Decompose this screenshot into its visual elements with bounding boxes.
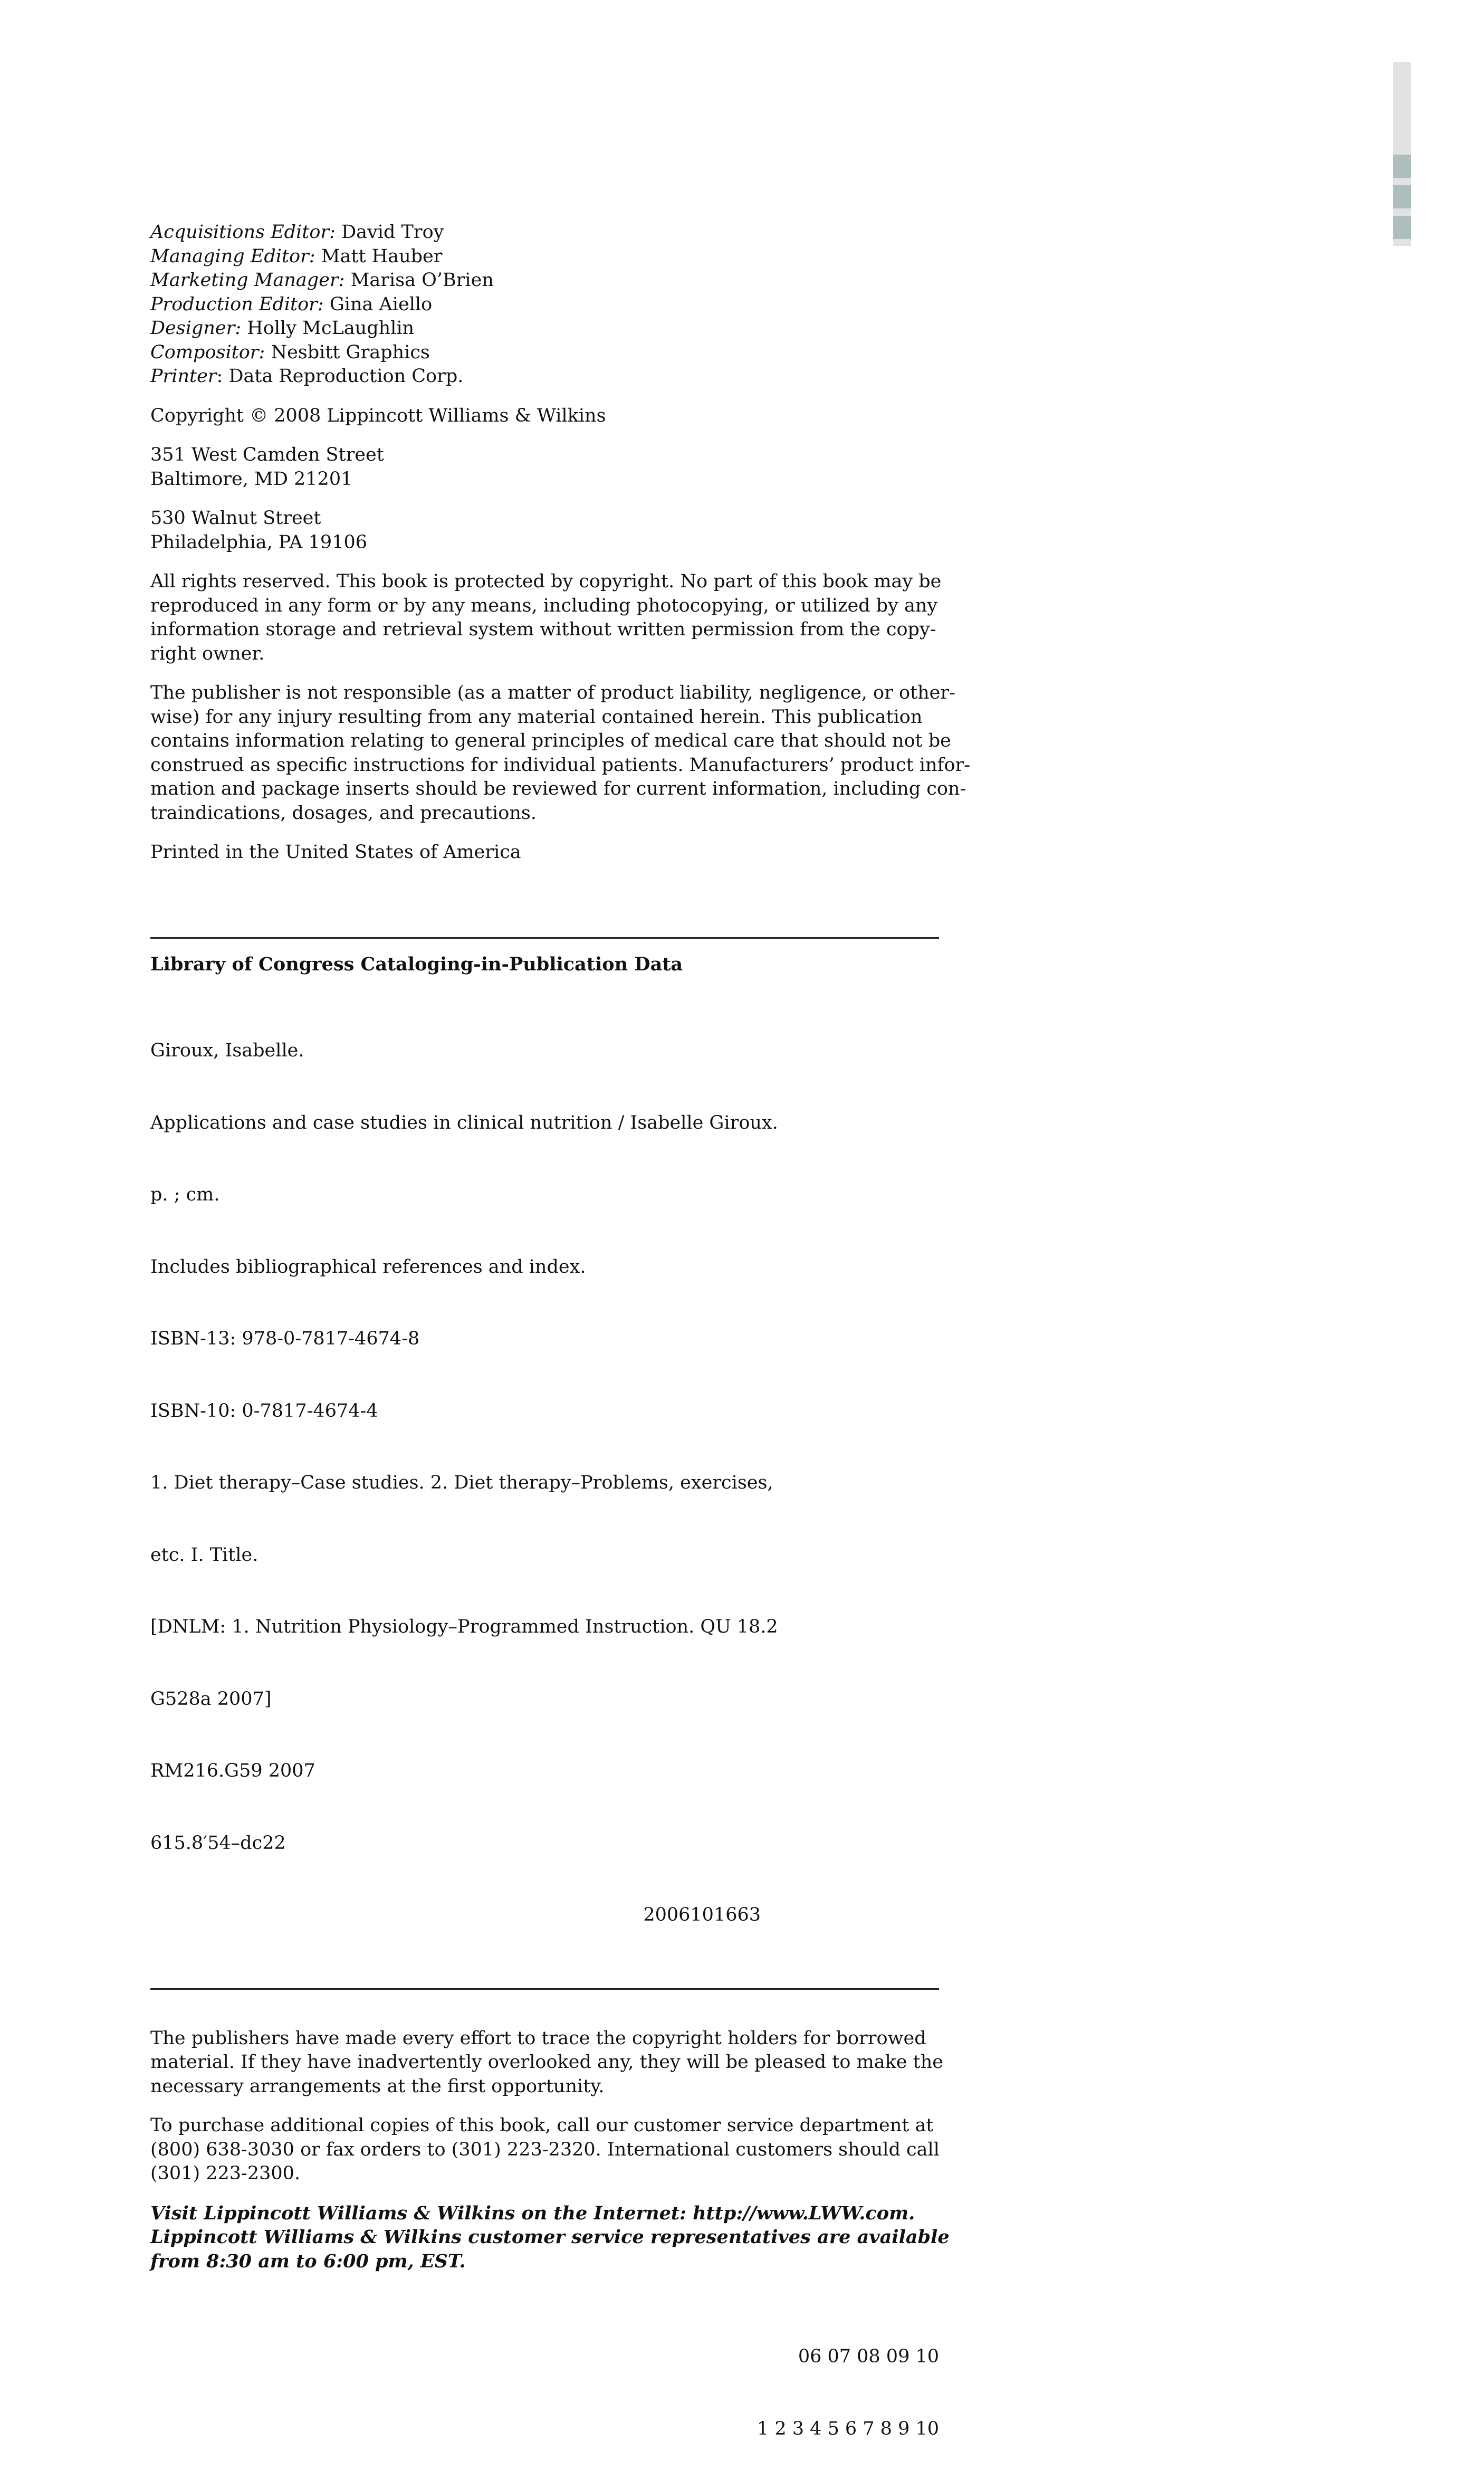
copyright-page xyxy=(150,221,971,2489)
credit-line: Marketing Manager: Marisa O’Brien xyxy=(150,270,494,291)
cip-line: 1. Diet therapy–Case studies. 2. Diet therapy–Problems, exercises, xyxy=(150,1472,773,1493)
cip-line: RM216.G59 2007 xyxy=(150,1760,315,1781)
credits-block xyxy=(150,221,939,389)
cip-line: p. ; cm. xyxy=(150,1184,220,1205)
printed-in: Printed in the United States of America xyxy=(150,842,521,863)
print-run: 1 2 3 4 5 6 7 8 9 10 xyxy=(757,2418,939,2439)
visit-paragraph: Visit Lippincott Williams & Wilkins on the Internet: http://www.LWW.com. Lippincott Williams & Wilkins customer service representatives are available from 8:30 am to 6:00 pm, EST. xyxy=(150,2202,950,2272)
disclaimer-paragraph: The publisher is not responsible (as a matter of product liability, negligence, or other- wise) for any injury resulting from any material contained herein. This publication contains information relating to general principles of medical care that should not be construed as specific instructions for individual patients. Manufacturers’ product infor- mation and package inserts should be reviewed for current information, including con- traindications, dosages, and precautions. xyxy=(150,682,971,824)
cip-top-rule xyxy=(150,937,939,939)
cip-line: ISBN-13: 978-0-7817-4674-8 xyxy=(150,1328,420,1349)
address-philadelphia: 530 Walnut Street Philadelphia, PA 19106 xyxy=(150,508,367,553)
cip-line: Includes bibliographical references and index. xyxy=(150,1256,586,1277)
credit-line: Printer: Data Reproduction Corp. xyxy=(150,366,464,387)
cip-line: Giroux, Isabelle. xyxy=(150,1040,304,1061)
purchase-paragraph: To purchase additional copies of this book, call our customer service department at (800) 638-3030 or fax orders to (301) 223-2320. International customers should call (301) 223-2300. xyxy=(150,2115,940,2184)
edge-tab-block-1 xyxy=(1393,155,1411,178)
credit-line: Managing Editor: Matt Hauber xyxy=(150,245,443,267)
address-baltimore: 351 West Camden Street Baltimore, MD 21201 xyxy=(150,444,384,490)
printing-line xyxy=(150,2297,939,2489)
cip-record xyxy=(150,991,939,1976)
credit-line: Compositor: Nesbitt Graphics xyxy=(150,341,430,363)
copyright-notice: Copyright © 2008 Lippincott Williams & Wilkins xyxy=(150,405,606,426)
credit-line: Acquisitions Editor: David Troy xyxy=(150,222,444,243)
edge-tab-block-2 xyxy=(1393,185,1411,208)
cip-line: Applications and case studies in clinical nutrition / Isabelle Giroux. xyxy=(150,1112,778,1133)
cip-line: [DNLM: 1. Nutrition Physiology–Programmed Instruction. QU 18.2 xyxy=(150,1616,778,1637)
cip-line: ISBN-10: 0-7817-4674-4 xyxy=(150,1400,378,1422)
rights-paragraph: All rights reserved. This book is protected by copyright. No part of this book may be reproduced in any form or by any means, including photocopying, or utilized by any information storage and retrieval system without written permission from the copy- right owner. xyxy=(150,571,942,664)
print-years: 06 07 08 09 10 xyxy=(798,2346,939,2367)
credit-line: Production Editor: Gina Aiello xyxy=(150,293,433,315)
trace-paragraph: The publishers have made every effort to trace the copyright holders for borrowed material. If they have inadvertently overlooked any, they will be pleased to make the necessary arrangements at the first opportunity. xyxy=(150,2027,943,2097)
cip-line: 615.8′54–dc22 xyxy=(150,1832,286,1854)
cip-title: Library of Congress Cataloging-in-Publication Data xyxy=(150,953,683,975)
cip-line: G528a 2007] xyxy=(150,1688,272,1710)
cip-bottom-rule xyxy=(150,1988,939,1990)
edge-tab-block-3 xyxy=(1393,216,1411,239)
cip-control-number: 2006101663 xyxy=(643,1904,761,1925)
cip-line: etc. I. Title. xyxy=(150,1544,258,1566)
credit-line: Designer: Holly McLaughlin xyxy=(150,318,415,339)
